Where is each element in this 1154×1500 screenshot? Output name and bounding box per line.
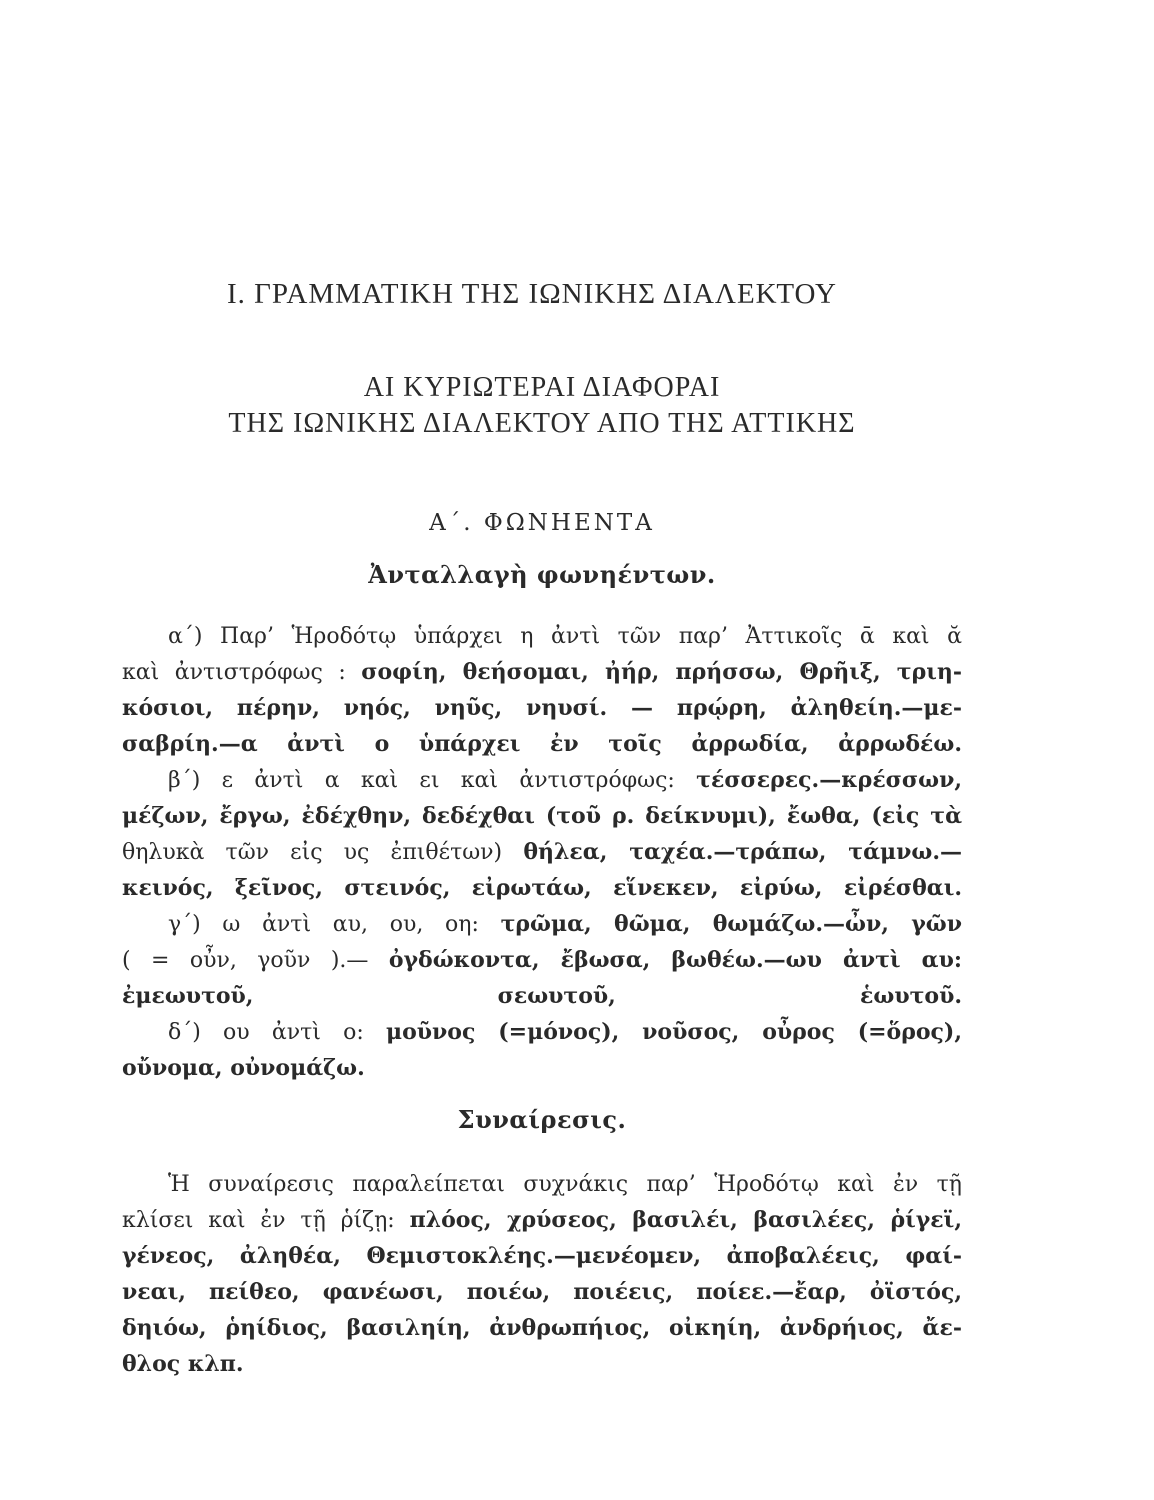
text-bold: μέζων, ἔργω, ἐδέχθην, δεδέχθαι (τοῦ ρ. δείκνυμι), ἔωθα, (εἰς τὰ xyxy=(122,803,962,829)
text-bold: μοῦνος (=μόνος), νοῦσος, οὖρος (=ὅρος), xyxy=(386,1019,962,1045)
text-plain: δ΄) ου ἀντὶ ο: xyxy=(168,1020,386,1045)
text-plain: καὶ ἀντιστρόφως : xyxy=(122,660,362,685)
text-bold: σαβρίη.—α ἀντὶ ο ὑπάρχει ἐν τοῖς ἀρρωδία, ἀρρωδέω. xyxy=(122,731,962,757)
text-line xyxy=(122,726,962,762)
paragraph-vowel-exchange xyxy=(122,618,962,1086)
text-plain: Ἡ συναίρεσις παραλείπεται συχνάκις παρ’ Ἡροδότῳ καὶ ἐν τῇ xyxy=(168,1172,962,1197)
text-line xyxy=(122,1274,962,1310)
text-line xyxy=(122,1050,962,1086)
text-bold: σοφίη, θεήσομαι, ἠήρ, πρήσσω, Θρῆιξ, τριη- xyxy=(361,659,962,685)
text-bold: ὀγδώκοντα, ἔβωσα, βωθέω.—ωυ ἀντὶ αυ: xyxy=(388,947,962,973)
text-line xyxy=(122,906,962,942)
subtitle-line-1: ΑΙ ΚΥΡΙΩΤΕΡΑΙ ΔΙΑΦΟΡΑΙ xyxy=(363,372,721,403)
section-heading: Α΄. ΦΩΝΗΕΝΤΑ xyxy=(429,510,655,536)
text-bold: οὔνομα, οὐνομάζω. xyxy=(122,1055,365,1081)
text-bold: δηιόω, ῥηίδιος, βασιληίη, ἀνθρωπήιος, οἰκηίη, ἀνδρήιος, ἄε- xyxy=(122,1315,962,1341)
text-bold: γένεος, ἀληθέα, Θεμιστοκλέης.—μενέομεν, ἀποβαλέεις, φαί- xyxy=(122,1243,962,1269)
text-bold: νεαι, πείθεο, φανέωσι, ποιέω, ποιέεις, ποίεε.—ἔαρ, ὀϊστός, xyxy=(122,1279,962,1305)
subheading-contraction: Συναίρεσις. xyxy=(457,1105,627,1134)
text-plain: θηλυκὰ τῶν εἰς υς ἐπιθέτων) xyxy=(122,840,524,865)
text-line xyxy=(122,1166,962,1202)
text-line xyxy=(122,690,962,726)
text-bold: κεινός, ξεῖνος, στεινός, εἰρωτάω, εἵνεκεν, εἰρύω, εἰρέσθαι. xyxy=(122,875,962,901)
subtitle-line-2: ΤΗΣ ΙΩΝΙΚΗΣ ΔΙΑΛΕΚΤΟΥ ΑΠΟ ΤΗΣ ΑΤΤΙΚΗΣ xyxy=(228,408,856,439)
text-line xyxy=(122,1202,962,1238)
text-line xyxy=(122,618,962,654)
text-plain: ( = οὖν, γοῦν ).— xyxy=(122,948,389,973)
text-bold: ἐμεωυτοῦ, σεωυτοῦ, ἑωυτοῦ. xyxy=(122,983,962,1009)
text-line xyxy=(122,762,962,798)
text-line xyxy=(122,870,962,906)
subheading-vowel-exchange: Ἀνταλλαγὴ φωνηέντων. xyxy=(368,560,716,589)
text-line xyxy=(122,1310,962,1346)
text-line xyxy=(122,798,962,834)
text-line xyxy=(122,834,962,870)
paragraph-contraction xyxy=(122,1166,962,1382)
text-plain: γ΄) ω ἀντὶ αυ, ου, οη: xyxy=(168,912,501,937)
text-bold: θήλεα, ταχέα.—τράπω, τάμνω.— xyxy=(523,839,962,865)
text-line xyxy=(122,1014,962,1050)
text-line xyxy=(122,978,962,1014)
section-subtitle xyxy=(122,370,962,442)
text-line xyxy=(122,654,962,690)
text-plain: β΄) ε ἀντὶ α καὶ ει καὶ ἀντιστρόφως: xyxy=(168,768,697,793)
text-bold: τέσσερες.—κρέσσων, xyxy=(696,767,962,793)
text-bold: τρῶμα, θῶμα, θωμάζω.—ὦν, γῶν xyxy=(500,911,962,937)
text-line xyxy=(122,1346,962,1382)
text-line xyxy=(122,942,962,978)
chapter-title: I. ΓΡΑΜΜΑΤΙΚΗ ΤΗΣ ΙΩΝΙΚΗΣ ΔΙΑΛΕΚΤΟΥ xyxy=(227,278,837,310)
text-bold: πλόος, χρύσεος, βασιλέι, βασιλέες, ῥίγεϊ, xyxy=(409,1207,962,1233)
text-plain: α΄) Παρ’ Ἡροδότῳ ὑπάρχει η ἀντὶ τῶν παρ’ Ἀττικοῖς ᾱ καὶ ᾰ xyxy=(168,624,962,649)
text-plain: κλίσει καὶ ἐν τῇ ῥίζῃ: xyxy=(122,1208,410,1233)
text-bold: κόσιοι, πέρην, νηός, νηῦς, νηυσί. — πρῴρη, ἀληθείη.—με- xyxy=(122,695,962,721)
text-line xyxy=(122,1238,962,1274)
text-bold: θλος κλπ. xyxy=(122,1351,244,1377)
